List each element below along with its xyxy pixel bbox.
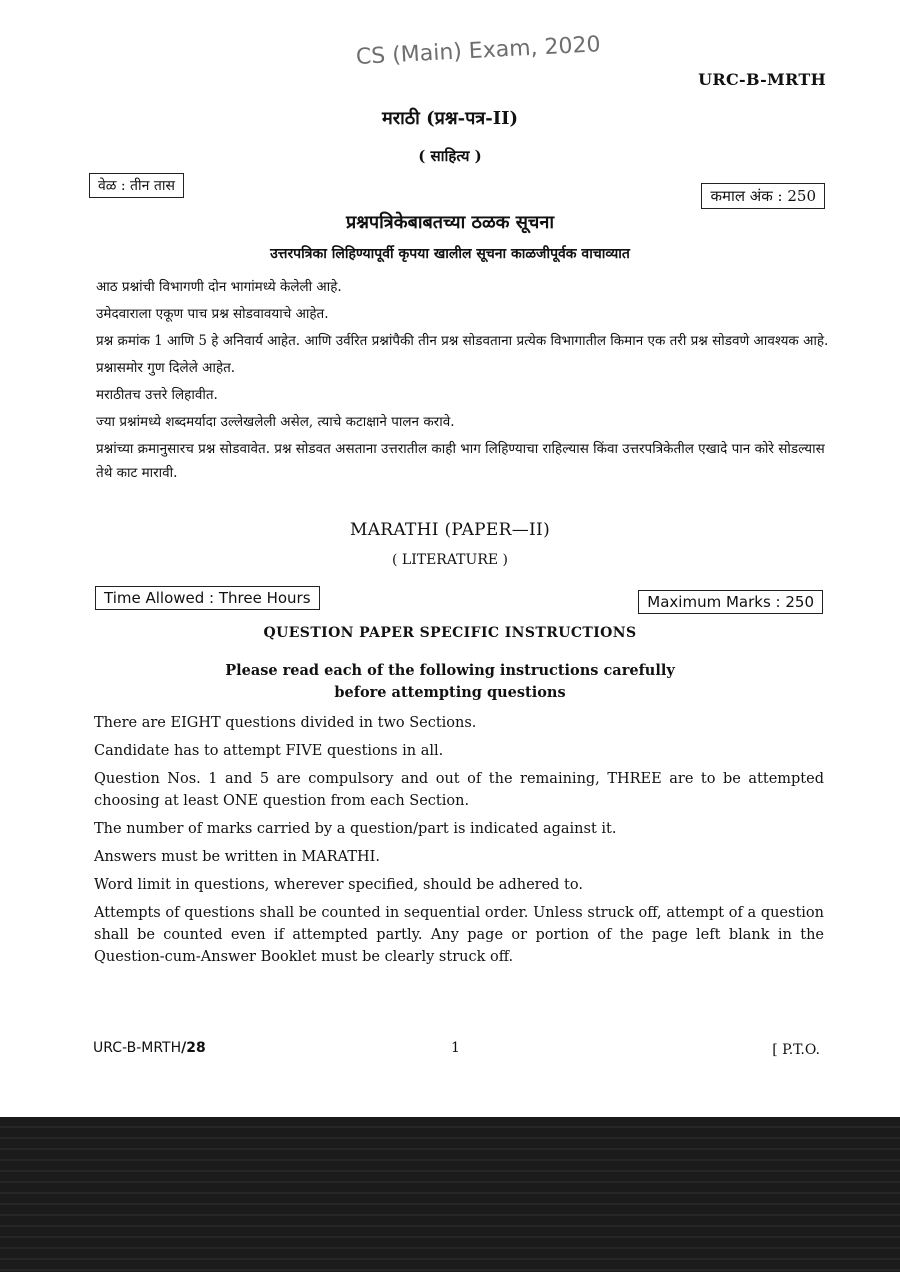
paper-code: URC-B-MRTH [698, 70, 826, 89]
subheading-line: before attempting questions [334, 684, 566, 701]
english-instruction: Answers must be written in MARATHI. [94, 849, 380, 865]
english-instructions-subheading [0, 660, 900, 704]
pto-marker: [ P.T.O. [772, 1042, 820, 1058]
scanner-edge-band [0, 1117, 900, 1272]
marathi-marks-box: कमाल अंक : 250 [701, 183, 825, 209]
footer-code-suffix: /28 [181, 1040, 206, 1056]
marathi-subtitle: ( साहित्य ) [418, 147, 482, 165]
english-marks-box: Maximum Marks : 250 [638, 590, 823, 614]
marathi-instruction: आठ प्रश्नांची विभागणी दोन भागांमध्ये केलेली आहे. [96, 279, 342, 295]
marathi-instruction: उमेदवाराला एकूण पाच प्रश्न सोडवावयाचे आहेत. [96, 306, 329, 322]
marathi-instruction-list [96, 275, 831, 488]
subheading-line: Please read each of the following instructions carefully [225, 662, 675, 679]
english-time-box: Time Allowed : Three Hours [95, 586, 320, 610]
english-instruction: Attempts of questions shall be counted in sequential order. Unless struck off, attempt of a question shall be counted even if attempted partly. Any page or portion of the page left blank in the Question-cum-Answer Booklet must be clearly struck off. [94, 905, 824, 965]
marathi-time-box: वेळ : तीन तास [89, 173, 184, 198]
footer-code-prefix: URC-B-MRTH [93, 1040, 182, 1056]
english-title: MARATHI (PAPER—II) [349, 520, 550, 540]
marathi-instructions-heading: प्रश्नपत्रिकेबाबतच्या ठळक सूचना [345, 212, 555, 233]
english-subtitle: ( LITERATURE ) [392, 552, 508, 568]
marathi-instruction: मराठीतच उत्तरे लिहावीत. [96, 387, 218, 403]
marathi-instruction: प्रश्नासमोर गुण दिलेले आहेत. [96, 360, 236, 376]
marathi-title: मराठी (प्रश्न-पत्र-II) [381, 108, 519, 129]
english-instruction: Candidate has to attempt FIVE questions in all. [94, 743, 444, 759]
marathi-instruction: प्रश्न क्रमांक 1 आणि 5 हे अनिवार्य आहेत. आणि उर्वरित प्रश्नांपैकी तीन प्रश्न सोडवताना प्रत्येक विभागातील किमान एक तरी प्रश्न सोडवणे आवश्यक आहे. [96, 333, 829, 349]
english-instruction: Question Nos. 1 and 5 are compulsory and out of the remaining, THREE are to be attempted choosing at least ONE question from each Section. [94, 771, 824, 809]
page-number: 1 [451, 1040, 460, 1056]
english-instruction-list [94, 712, 824, 974]
footer-paper-code [93, 1040, 206, 1056]
english-instruction: Word limit in questions, wherever specified, should be adhered to. [94, 877, 583, 893]
marathi-instruction: प्रश्नांच्या क्रमानुसारच प्रश्न सोडवावेत. प्रश्न सोडवत असताना उत्तरातील काही भाग लिहिण्याचा राहिल्यास किंवा उत्तरपत्रिकेतील एखादे पान कोरे सोडल्यास तेथे काट मारावी. [96, 441, 825, 481]
english-instructions-heading: QUESTION PAPER SPECIFIC INSTRUCTIONS [263, 625, 637, 641]
exam-stamp: CS (Main) Exam, 2020 [355, 32, 602, 70]
marathi-instruction: ज्या प्रश्नांमध्ये शब्दमर्यादा उल्लेखलेली असेल, त्याचे कटाक्षाने पालन करावे. [96, 414, 455, 430]
english-instruction: There are EIGHT questions divided in two Sections. [94, 715, 477, 731]
marathi-instructions-subheading: उत्तरपत्रिका लिहिण्यापूर्वी कृपया खालील सूचना काळजीपूर्वक वाचाव्यात [270, 246, 630, 262]
english-instruction: The number of marks carried by a question/part is indicated against it. [94, 821, 617, 837]
